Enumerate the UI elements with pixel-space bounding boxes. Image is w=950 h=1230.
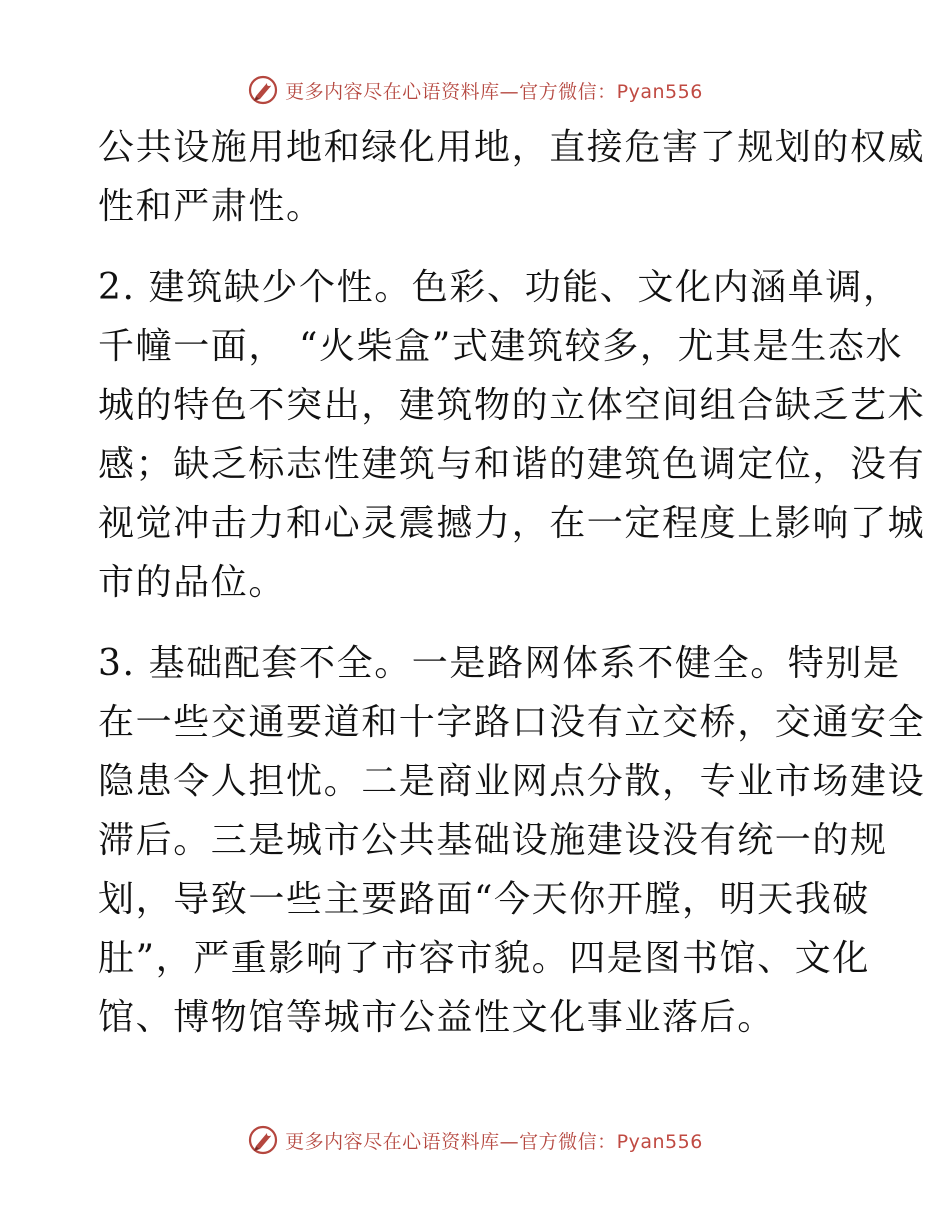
watermark-text: 更多内容尽在心语资料库—官方微信：Pyan556 xyxy=(285,1130,703,1153)
footer-watermark xyxy=(0,1120,950,1160)
watermark-text: 更多内容尽在心语资料库—官方微信：Pyan556 xyxy=(285,80,703,103)
text-line: 城的特色不突出，建筑物的立体空间组合缺乏艺术 xyxy=(98,385,926,426)
text-line: 馆、博物馆等城市公益性文化事业落后。 xyxy=(98,997,775,1038)
text-line: 公共设施用地和绿化用地，直接危害了规划的权威 xyxy=(98,127,926,168)
text-line: 视觉冲击力和心灵震撼力，在一定程度上影响了城 xyxy=(98,503,926,544)
header-watermark xyxy=(0,70,950,110)
text-line: 性和严肃性。 xyxy=(98,186,324,227)
pen-logo-icon xyxy=(247,1124,279,1156)
text-line: 千幢一面， “火柴盒”式建筑较多，尤其是生态水 xyxy=(98,326,904,367)
text-line: 滞后。三是城市公共基础设施建设没有统一的规 xyxy=(98,820,888,861)
text-line: 3. 基础配套不全。一是路网体系不健全。特别是 xyxy=(98,643,901,684)
text-line: 2. 建筑缺少个性。色彩、功能、文化内涵单调， xyxy=(98,267,901,308)
paragraph-2 xyxy=(98,258,926,612)
paragraph-1 xyxy=(98,118,926,236)
text-line: 感；缺乏标志性建筑与和谐的建筑色调定位，没有 xyxy=(98,444,926,485)
text-line: 隐患令人担忧。二是商业网点分散，专业市场建设 xyxy=(98,761,926,802)
text-line: 在一些交通要道和十字路口没有立交桥，交通安全 xyxy=(98,702,926,743)
text-line: 市的品位。 xyxy=(98,562,287,603)
text-line: 划，导致一些主要路面“今天你开膛，明天我破 xyxy=(98,879,871,920)
document-body xyxy=(98,118,926,1069)
text-line: 肚”，严重影响了市容市貌。四是图书馆、文化 xyxy=(98,938,871,979)
paragraph-3 xyxy=(98,634,926,1047)
pen-logo-icon xyxy=(247,74,279,106)
